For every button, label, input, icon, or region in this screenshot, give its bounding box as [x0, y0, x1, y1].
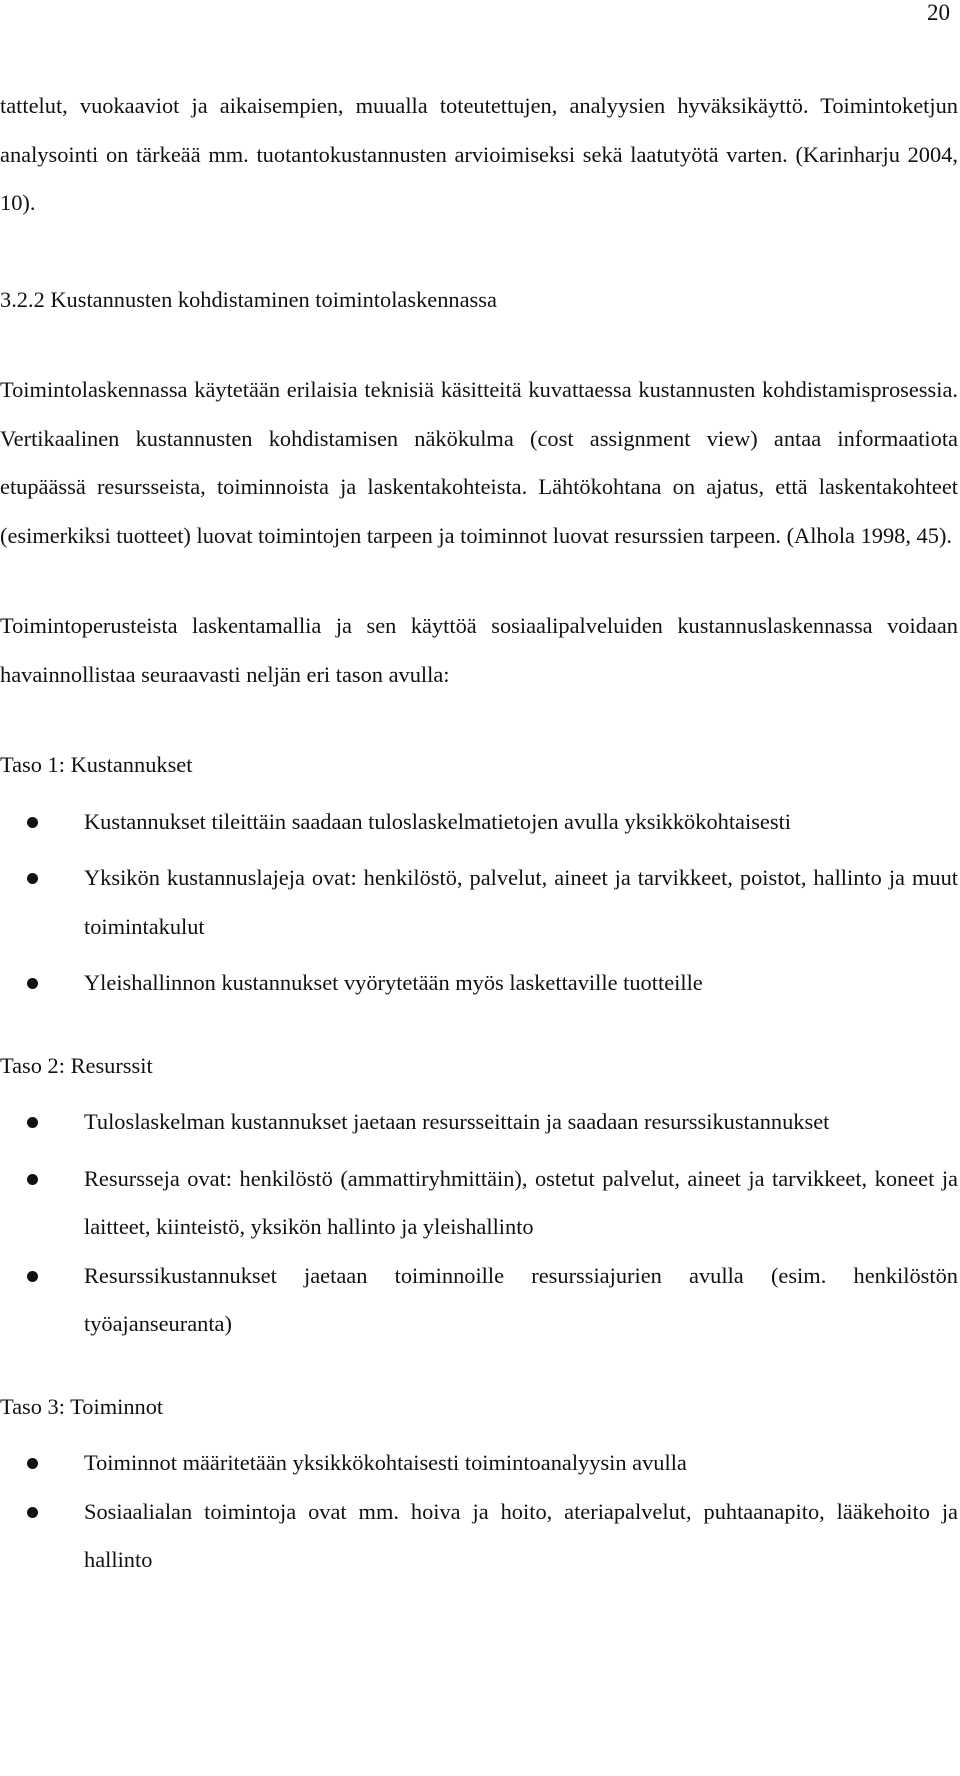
list-item: [0, 854, 958, 951]
bullet-icon: [27, 1507, 38, 1518]
list-item: [0, 1155, 958, 1252]
level-3-list: [0, 1439, 958, 1585]
bullet-icon: [27, 1271, 38, 1282]
bullet-icon: [27, 817, 38, 828]
list-item-text: Yksikön kustannuslajeja ovat: henkilöstö, palvelut, aineet ja tarvikkeet, poistot, hallinto ja muut toimintakulut: [84, 865, 958, 939]
list-item-text: Tuloslaskelman kustannukset jaetaan resursseittain ja saadaan resurssikustannukset: [84, 1109, 830, 1134]
level-1-list: [0, 798, 958, 1008]
page-content: [0, 82, 958, 1585]
list-item-text: Toiminnot määritetään yksikkökohtaisesti toimintoanalyysin avulla: [84, 1450, 687, 1475]
bullet-icon: [27, 1174, 38, 1185]
list-item-text: Sosiaalialan toimintoja ovat mm. hoiva ja hoito, ateriapalvelut, puhtaanapito, lääkehoito ja hallinto: [84, 1498, 958, 1572]
level-3-title: Taso 3: Toiminnot: [0, 1393, 164, 1419]
paragraph-cost-allocation: Toimintolaskennassa käytetään erilaisia teknisiä käsitteitä kuvattaessa kustannusten kohdistamisprosessia. Vertikaalinen kustannusten kohdistamisen näkökulma (cost assignment view) antaa informaatiota etupäässä resursseista, toiminnoista ja laskentakohteista. Lähtökohtana on ajatus, että laskentakohteet (esimerkiksi tuotteet) luovat toimintojen tarpeen ja toiminnot luovat resurssien tarpeen. (Alhola 1998, 45).: [0, 377, 958, 548]
list-item-text: Kustannukset tileittäin saadaan tuloslaskelmatietojen avulla yksikkökohtaisesti: [84, 808, 792, 834]
list-item: [0, 1439, 958, 1488]
list-item-text: Resurssikustannukset jaetaan toiminnoille resurssiajurien avulla (esim. henkilöstön työajanseuranta): [84, 1262, 958, 1336]
intro-paragraph: tattelut, vuokaaviot ja aikaisempien, muualla toteutettujen, analyysien hyväksikäyttö. Toimintoketjun analysointi on tärkeää mm. tuotantokustannusten arvioimiseksi sekä laatutyötä varten. (Karinharju 2004, 10).: [0, 93, 958, 215]
level-1-title: Taso 1: Kustannukset: [0, 752, 193, 777]
list-item: [0, 1098, 958, 1147]
bullet-icon: [27, 978, 38, 989]
list-item-text: Resursseja ovat: henkilöstö (ammattiryhmittäin), ostetut palvelut, aineet ja tarvikkeet, koneet ja laitteet, kiinteistö, yksikön hallinto ja yleishallinto: [84, 1165, 958, 1239]
bullet-icon: [27, 1458, 38, 1469]
list-item: [0, 959, 958, 1008]
list-item: [0, 1488, 958, 1585]
paragraph-model-intro: Toimintoperusteista laskentamallia ja sen käyttöä sosiaalipalveluiden kustannuslaskennassa voidaan havainnollistaa seuraavasti neljän eri tason avulla:: [0, 613, 958, 687]
bullet-icon: [27, 1117, 38, 1128]
section-heading: 3.2.2 Kustannusten kohdistaminen toimintolaskennassa: [0, 286, 497, 312]
list-item-text: Yleishallinnon kustannukset vyörytetään myös laskettaville tuotteille: [84, 970, 703, 995]
list-item: [0, 798, 958, 847]
level-2-title: Taso 2: Resurssit: [0, 1052, 153, 1078]
list-item: [0, 1252, 958, 1349]
level-2-list: [0, 1098, 958, 1349]
bullet-icon: [27, 873, 38, 884]
page-number: 20: [927, 0, 950, 25]
